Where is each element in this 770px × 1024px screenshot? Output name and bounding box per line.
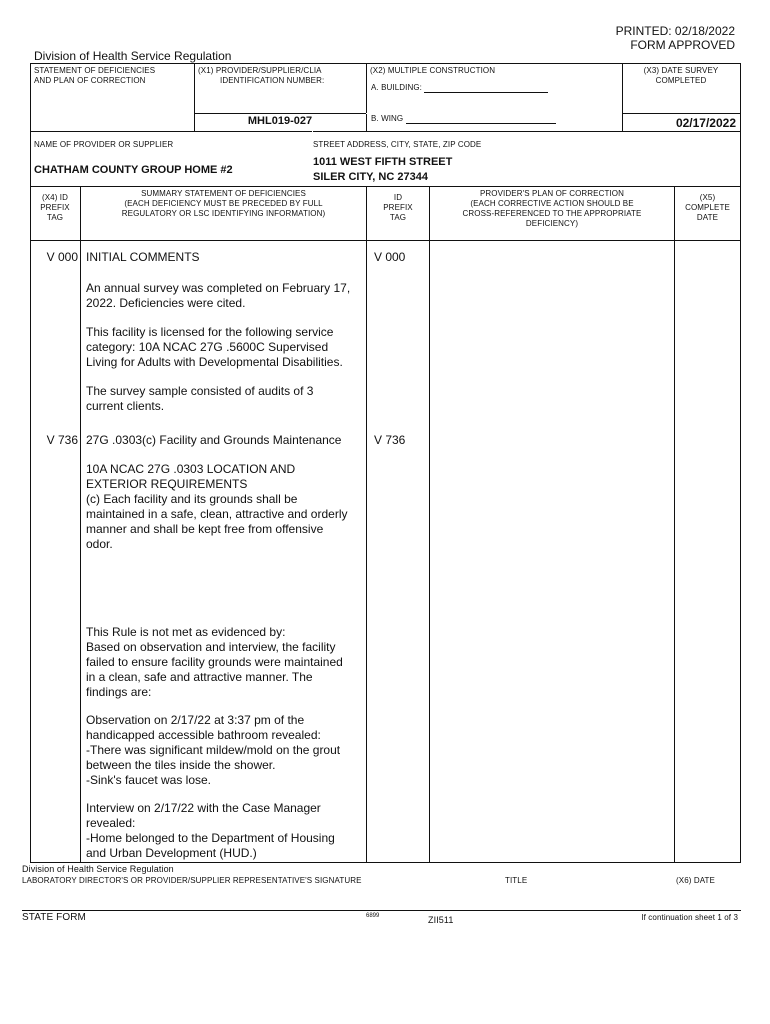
col-x4-prefix: (X4) ID PREFIX TAG <box>40 193 70 222</box>
statement-label: STATEMENT OF DEFICIENCIES AND PLAN OF CORRECTION <box>34 66 156 85</box>
tag-v000-right: V 000 <box>374 250 406 264</box>
paragraph-sample: The survey sample consisted of audits of 3 current clients. <box>86 384 314 413</box>
survey-completed-date: 02/17/2022 <box>675 116 736 130</box>
printed-date: PRINTED: 02/18/2022 <box>615 24 735 38</box>
form-number: 6899 <box>366 913 380 919</box>
x1-label: (X1) PROVIDER/SUPPLIER/CLIA IDENTIFICATION NUMBER: <box>198 66 325 85</box>
continuation-sheet: If continuation sheet 1 of 3 <box>641 913 738 922</box>
signature-label: LABORATORY DIRECTOR'S OR PROVIDER/SUPPLIER REPRESENTATIVE'S SIGNATURE <box>22 876 362 885</box>
building-field: A. BUILDING: <box>371 83 548 93</box>
col-id-prefix: ID PREFIX TAG <box>383 193 413 222</box>
form-code: ZII511 <box>428 915 454 925</box>
state-form-label: STATE FORM <box>22 912 86 923</box>
division-title: Division of Health Service Regulation <box>34 49 232 63</box>
paragraph-not-met: This Rule is not met as evidenced by: Based on observation and interview, the facility failed to ensure facility grounds were maintained in a clean, safe and attractive manner. The findings are: <box>86 625 343 699</box>
provider-id-number: MHL019-027 <box>247 115 313 127</box>
entry-title-initial-comments: INITIAL COMMENTS <box>86 250 200 264</box>
x3-label: (X3) DATE SURVEY COMPLETED <box>643 66 719 85</box>
provider-name: CHATHAM COUNTY GROUP HOME #2 <box>34 164 233 176</box>
provider-address: 1011 WEST FIFTH STREET SILER CITY, NC 27344 <box>313 156 453 183</box>
col-summary: SUMMARY STATEMENT OF DEFICIENCIES (EACH DEFICIENCY MUST BE PRECEDED BY FULL REGULATORY OR LSC IDENTIFYING INFORMATION) <box>121 189 326 218</box>
paragraph-observation: Observation on 2/17/22 at 3:37 pm of the handicapped accessible bathroom revealed: -There was significant mildew/mold on the grout between the tiles inside the shower. -Sink's faucet was lose. <box>86 713 341 787</box>
tag-v736: V 736 <box>46 433 78 447</box>
col-plan-of-correction: PROVIDER'S PLAN OF CORRECTION (EACH CORRECTIVE ACTION SHOULD BE CROSS-REFERENCED TO THE APPROPRIATE DEFICIENCY) <box>462 189 642 228</box>
title-label: TITLE <box>505 876 528 885</box>
wing-field: B. WING <box>371 114 556 124</box>
tag-v736-right: V 736 <box>374 433 406 447</box>
address-label: STREET ADDRESS, CITY, STATE, ZIP CODE <box>313 140 482 149</box>
paragraph-license: This facility is licensed for the following service category: 10A NCAC 27G .5600C Supervised Living for Adults with Developmental Disabilities. <box>86 325 343 369</box>
x6-date-label: (X6) DATE <box>676 876 715 885</box>
tag-v000: V 000 <box>46 250 78 264</box>
provider-name-label: NAME OF PROVIDER OR SUPPLIER <box>34 140 174 149</box>
col-complete-date: (X5) COMPLETE DATE <box>685 193 730 222</box>
paragraph-survey: An annual survey was completed on February 17, 2022. Deficiencies were cited. <box>86 281 351 310</box>
paragraph-interview: Interview on 2/17/22 with the Case Manager revealed: -Home belonged to the Department of Housing and Urban Development (HUD.) <box>86 801 335 860</box>
footer-division: Division of Health Service Regulation <box>22 864 174 874</box>
form-approved: FORM APPROVED <box>630 38 735 52</box>
x2-label: (X2) MULTIPLE CONSTRUCTION <box>370 66 496 75</box>
paragraph-rule: 10A NCAC 27G .0303 LOCATION AND EXTERIOR REQUIREMENTS (c) Each facility and its grounds shall be maintained in a safe, clean, attractive and orderly manner and shall be kept free from offensive odor. <box>86 462 348 551</box>
entry-title-facility-grounds: 27G .0303(c) Facility and Grounds Maintenance <box>86 433 342 447</box>
